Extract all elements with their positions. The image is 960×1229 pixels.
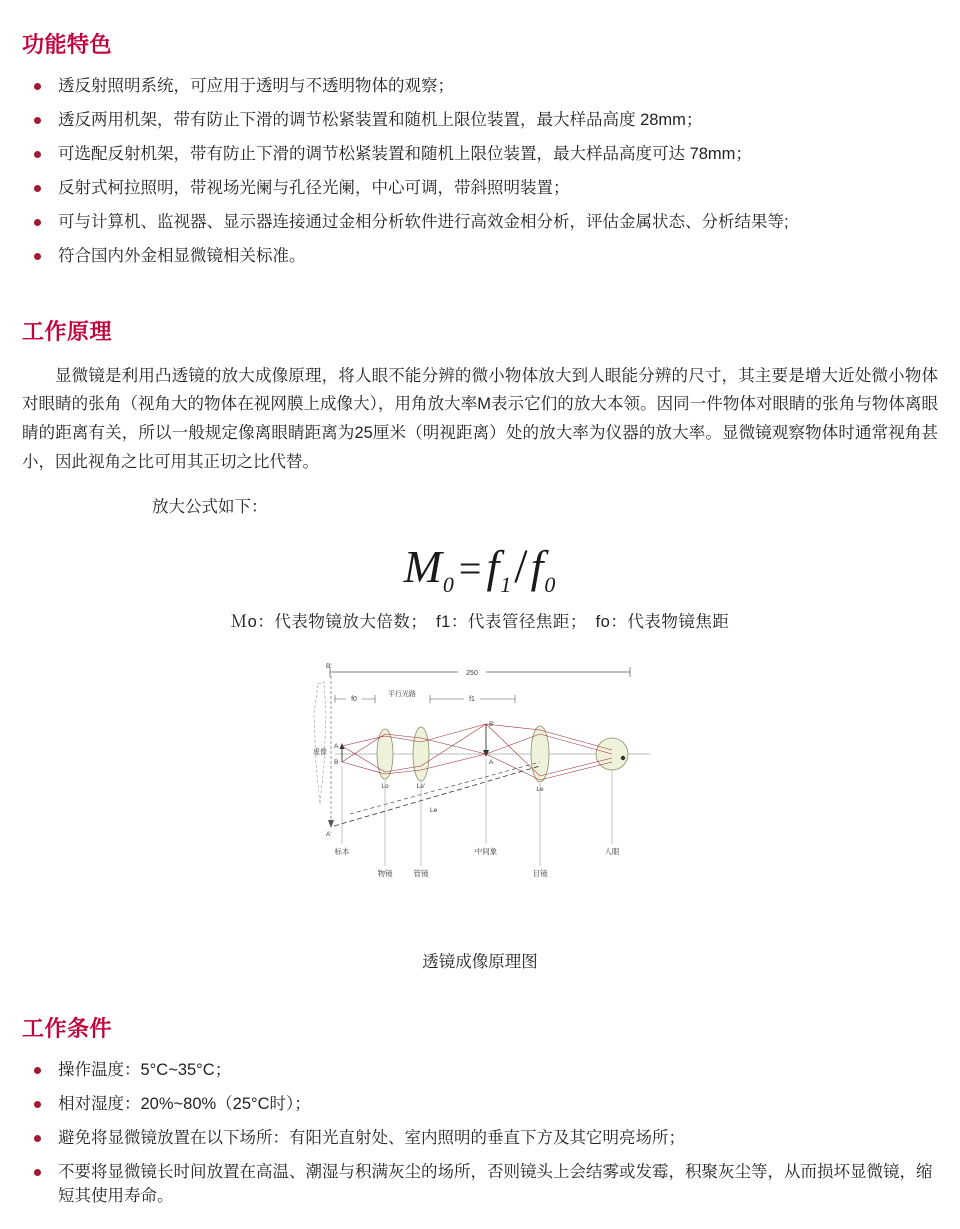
formula-f0: f [530, 541, 545, 593]
virtual-ray-1 [334, 766, 540, 826]
tube-lens [413, 727, 429, 781]
magnification-formula [22, 539, 938, 598]
label-a-left: A [334, 743, 339, 751]
label-virtual-image: 虚像 [313, 749, 327, 757]
section-title-principle: 工作原理 [22, 318, 113, 344]
label-b-left: B [334, 759, 339, 767]
list-item: 不要将显微镜长时间放置在高温、潮湿与积满灰尘的场所，否则镜头上会结雾或发霉，积聚灰尘等，从而损坏显微镜，缩短其使用寿命。 [26, 1161, 938, 1209]
virtual-image-arrow [328, 820, 334, 828]
formula-slash: / [514, 540, 529, 594]
optical-path-diagram [290, 654, 670, 934]
formula-m-subscript: 0 [442, 572, 455, 598]
formula-m: M [403, 541, 443, 593]
label-eyepiece: 目镜 [532, 869, 548, 879]
label-specimen: 标本 [334, 847, 350, 857]
label-f1: f1 [469, 696, 475, 704]
label-le: Le [536, 786, 544, 794]
label-b-mid: B' [489, 721, 495, 729]
label-a-bottom: A' [326, 831, 332, 839]
objective-lens [377, 729, 393, 779]
formula-f1-subscript: 1 [500, 572, 513, 598]
formula-equals: = [458, 546, 483, 592]
diagram-caption: 透镜成像原理图 [422, 953, 538, 972]
label-le-prime: Le' [416, 783, 426, 791]
formula-legend: Ｍo：代表物镜放大倍数； f1：代表管径焦距； fo：代表物镜焦距 [230, 613, 730, 632]
label-a-mid: A [489, 759, 494, 767]
label-le-lower: Le [430, 807, 438, 815]
list-item: 透反射照明系统，可应用于透明与不透明物体的观察； [26, 75, 938, 99]
list-item: 可选配反射机架，带有防止下滑的调节松紧装置和随机上限位装置，最大样品高度可达 78mm； [26, 143, 938, 167]
label-objective: 物镜 [377, 869, 393, 879]
label-eye: 人眼 [604, 847, 620, 857]
list-item: 反射式柯拉照明，带视场光阑与孔径光阑，中心可调，带斜照明装置； [26, 177, 938, 201]
list-item: 避免将显微镜放置在以下场所：有阳光直射处、室内照明的垂直下方及其它明亮场所； [26, 1127, 938, 1151]
label-total-length: 250 [466, 670, 478, 678]
list-item: 透反两用机架，带有防止下滑的调节松紧装置和随机上限位装置，最大样品高度 28mm； [26, 109, 938, 133]
pupil [621, 756, 625, 760]
label-tube-lens: 管镜 [413, 869, 429, 879]
formula-lead: 放大公式如下： [152, 498, 268, 517]
eyepiece-lens [531, 726, 549, 782]
list-item: 操作温度：5°C~35°C； [26, 1059, 938, 1083]
formula-f1: f [486, 541, 501, 593]
optical-diagram-container [22, 654, 938, 934]
conditions-list [26, 1059, 938, 1209]
section-title-features: 功能特色 [22, 32, 113, 57]
label-parallel-path: 平行光路 [388, 691, 416, 699]
list-item: 可与计算机、监视器、显示器连接通过金相分析软件进行高效金相分析，评估金属状态、分析结果等; [26, 211, 938, 235]
virtual-object-outline [314, 682, 326, 804]
label-intermediate-image: 中间象 [474, 847, 498, 857]
principle-paragraph: 显微镜是利用凸透镜的放大成像原理，将人眼不能分辨的微小物体放大到人眼能分辨的尺寸，其主要是增大近处微小物体对眼睛的张角（视角大的物体在视网膜上成像大），用角放大率M表示它们的放大本领。因同一件物体对眼睛的张角与物体离眼睛的距离有关，所以一般规定像离眼睛距离为25厘米（明视距离）处的放大率为仪器的放大率。显微镜观察物体时通常视角甚小，因此视角之比可用其正切之比代替。 [22, 366, 938, 472]
label-f0: f0 [351, 696, 357, 704]
label-b-top: B' [326, 663, 332, 671]
features-list [26, 75, 938, 269]
label-lo: Lo [381, 783, 389, 791]
list-item: 符合国内外金相显微镜相关标准。 [26, 245, 938, 269]
section-title-conditions: 工作条件 [22, 1016, 113, 1042]
formula-f0-subscript: 0 [544, 572, 557, 598]
list-item: 相对湿度：20%~80%（25°C时）； [26, 1093, 938, 1117]
